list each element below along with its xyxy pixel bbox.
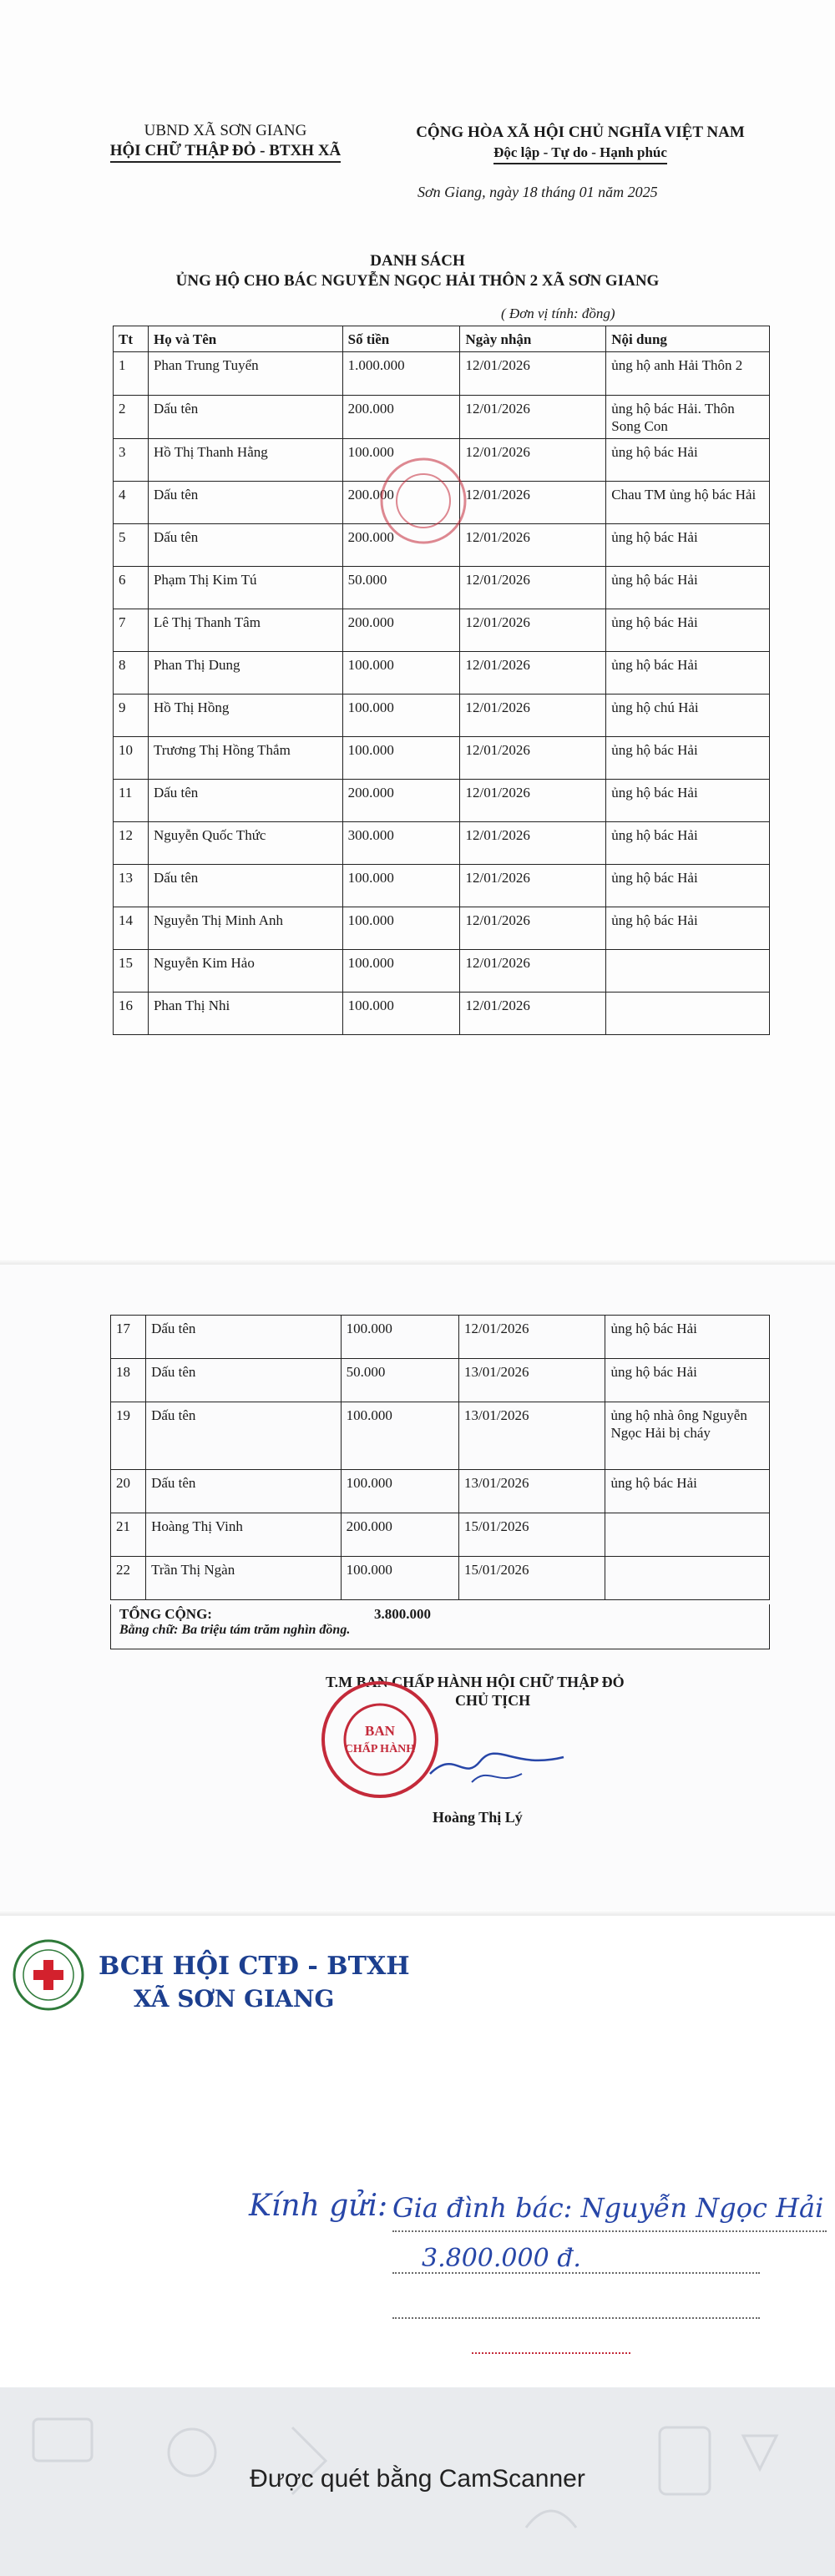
row-index: 5 [114,524,149,567]
table-row [114,822,770,865]
dotted-line [392,2272,760,2274]
donation-table-part-1 [113,326,770,1035]
donation-amount: 200.000 [341,1513,458,1557]
donor-name: Nguyễn Thị Minh Anh [148,907,342,950]
received-date: 12/01/2026 [460,352,606,396]
national-motto: Độc lập - Tự do - Hạnh phúc [493,143,667,164]
col-header-date: Ngày nhận [460,326,606,352]
table-row [114,950,770,993]
greeting-label: Kính gửi: [249,2189,388,2223]
handwritten-amount: 3.800.000 đ. [422,2244,581,2273]
donation-amount: 50.000 [342,567,460,609]
table-row [114,352,770,396]
col-header-name: Họ và Tên [148,326,342,352]
total-amount: 3.800.000 [374,1606,431,1622]
donation-amount: 100.000 [342,652,460,695]
table-row [114,695,770,737]
received-date: 12/01/2026 [460,993,606,1035]
donation-amount: 100.000 [342,737,460,780]
signer-name: Hoàng Thị Lý [433,1809,523,1826]
donation-table-part-2 [110,1315,770,1600]
row-index: 13 [114,865,149,907]
row-index: 14 [114,907,149,950]
doc-subtitle: ỦNG HỘ CHO BÁC NGUYỄN NGỌC HẢI THÔN 2 XÃ SƠN GIANG [175,272,660,290]
donor-name: Nguyễn Quốc Thức [148,822,342,865]
row-index: 6 [114,567,149,609]
donation-amount: 200.000 [342,609,460,652]
row-index: 1 [114,352,149,396]
table-row [114,993,770,1035]
document-page-1 [0,0,835,1265]
stamp-text-2: CHẤP HÀNH [344,1743,416,1755]
signature-org: T.M BAN CHẤP HÀNH HỘI CHỮ THẬP ĐỎ [326,1674,625,1690]
donor-name: Dấu tên [148,482,342,524]
donation-amount: 100.000 [342,993,460,1035]
received-date: 13/01/2026 [459,1359,605,1402]
signature-role: CHỦ TỊCH [455,1692,531,1709]
donation-note: ủng hộ bác Hải [606,609,770,652]
dotted-line [392,2230,827,2232]
row-index: 7 [114,609,149,652]
table-row [114,737,770,780]
donor-name: Dấu tên [148,780,342,822]
donor-name: Trần Thị Ngàn [146,1557,342,1600]
donation-amount: 200.000 [342,482,460,524]
table-row [114,780,770,822]
donation-note [605,1557,770,1600]
row-index: 8 [114,652,149,695]
donation-note [606,993,770,1035]
row-index: 9 [114,695,149,737]
donor-name: Nguyễn Kim Hảo [148,950,342,993]
donation-amount: 200.000 [342,780,460,822]
donation-amount: 100.000 [341,1316,458,1359]
donation-amount: 1.000.000 [342,352,460,396]
donation-amount: 100.000 [342,950,460,993]
received-date: 12/01/2026 [460,865,606,907]
row-index: 11 [114,780,149,822]
donor-name: Lê Thị Thanh Tâm [148,609,342,652]
banner-commune-line: XÃ SƠN GIANG [134,1985,335,2013]
donation-note: ủng hộ bác Hải [606,567,770,609]
national-header [380,123,781,164]
table-row [111,1557,770,1600]
received-date: 12/01/2026 [460,780,606,822]
received-date: 12/01/2026 [460,737,606,780]
row-index: 15 [114,950,149,993]
dotted-line [392,2317,760,2319]
signature-scribble-icon [422,1740,572,1791]
received-date: 15/01/2026 [459,1557,605,1600]
donation-note [606,950,770,993]
doc-title: DANH SÁCH [370,252,465,270]
received-date: 12/01/2026 [460,567,606,609]
row-index: 12 [114,822,149,865]
received-date: 12/01/2026 [460,652,606,695]
donor-name: Phạm Thị Kim Tú [148,567,342,609]
banner-org-line: BCH HỘI CTĐ - BTXH [99,1952,410,1981]
row-index: 18 [111,1359,146,1402]
document-page-2 [0,1265,835,1916]
row-index: 22 [111,1557,146,1600]
scanner-watermark: Được quét bằng CamScanner [250,2465,585,2493]
received-date: 12/01/2026 [460,822,606,865]
donation-note: ủng hộ nhà ông Nguyễn Ngọc Hải bị cháy [605,1402,770,1470]
donor-name: Phan Thị Nhi [148,993,342,1035]
table-row [111,1402,770,1470]
donation-note: ủng hộ bác Hải [606,780,770,822]
row-index: 17 [111,1316,146,1359]
donation-note: ủng hộ bác Hải [606,907,770,950]
received-date: 12/01/2026 [460,482,606,524]
donation-amount: 100.000 [341,1402,458,1470]
row-index: 19 [111,1402,146,1470]
donor-name: Phan Trung Tuyển [148,352,342,396]
unit-note: ( Đơn vị tính: đồng) [501,306,615,321]
table-row [114,907,770,950]
table-header-row [114,326,770,352]
donor-name: Dấu tên [148,524,342,567]
donation-amount: 200.000 [342,396,460,439]
total-label: TỔNG CỘNG: [119,1606,212,1622]
donor-name: Dấu tên [146,1359,342,1402]
faint-stamp-icon [377,455,469,547]
issuer-line-1: UBND XÃ SƠN GIANG [144,122,307,139]
donation-note: ủng hộ bác Hải [605,1470,770,1513]
issuer-line-2: HỘI CHỮ THẬP ĐỎ - BTXH XÃ [110,141,342,163]
greeting-recipient: Gia đình bác: Nguyễn Ngọc Hải [392,2192,824,2224]
row-index: 10 [114,737,149,780]
issuer-block [75,121,376,163]
received-date: 12/01/2026 [460,439,606,482]
donor-name: Hoàng Thị Vinh [146,1513,342,1557]
donor-name: Dấu tên [146,1316,342,1359]
received-date: 15/01/2026 [459,1513,605,1557]
stamp-text-1: BAN [365,1723,395,1739]
donation-amount: 100.000 [342,907,460,950]
table-row [114,865,770,907]
donation-amount: 100.000 [342,695,460,737]
row-index: 2 [114,396,149,439]
donation-note: ủng hộ bác Hải [606,524,770,567]
table-row [114,609,770,652]
donation-note: ủng hộ anh Hải Thôn 2 [606,352,770,396]
row-index: 20 [111,1470,146,1513]
table-row [114,567,770,609]
donation-amount: 100.000 [341,1470,458,1513]
received-date: 12/01/2026 [460,695,606,737]
donor-name: Phan Thị Dung [148,652,342,695]
received-date: 12/01/2026 [460,950,606,993]
donor-name: Dấu tên [146,1470,342,1513]
donor-name: Trương Thị Hồng Thắm [148,737,342,780]
donation-note: ủng hộ bác Hải [605,1359,770,1402]
donor-name: Dấu tên [148,396,342,439]
dotted-line [472,2352,630,2354]
donation-note: ủng hộ bác Hải [606,439,770,482]
received-date: 12/01/2026 [459,1316,605,1359]
row-index: 3 [114,439,149,482]
total-in-words: Bằng chữ: Ba triệu tám trăm nghìn đồng. [119,1623,351,1637]
received-date: 12/01/2026 [460,524,606,567]
received-date: 13/01/2026 [459,1402,605,1470]
row-index: 16 [114,993,149,1035]
donation-note: ủng hộ bác Hải [606,865,770,907]
donor-name: Dấu tên [146,1402,342,1470]
row-index: 21 [111,1513,146,1557]
received-date: 12/01/2026 [460,907,606,950]
donation-note: ủng hộ chú Hải [606,695,770,737]
date-line: Sơn Giang, ngày 18 tháng 01 năm 2025 [418,184,658,200]
donation-amount: 50.000 [341,1359,458,1402]
donation-note [605,1513,770,1557]
row-index: 4 [114,482,149,524]
red-cross-logo-icon [12,1938,85,2012]
donation-note: ủng hộ bác Hải [606,737,770,780]
col-header-tt: Tt [114,326,149,352]
donation-amount: 100.000 [342,439,460,482]
total-box [110,1604,770,1649]
donor-name: Hồ Thị Thanh Hằng [148,439,342,482]
col-header-content: Nội dung [606,326,770,352]
table-row [114,396,770,439]
table-row [111,1316,770,1359]
donation-note: ủng hộ bác Hải [605,1316,770,1359]
donor-name: Hồ Thị Hồng [148,695,342,737]
table-row [111,1470,770,1513]
donation-note: Chau TM ủng hộ bác Hải [606,482,770,524]
table-row [111,1513,770,1557]
received-date: 12/01/2026 [460,396,606,439]
col-header-amount: Số tiền [342,326,460,352]
donation-note: ủng hộ bác Hải [606,652,770,695]
donation-amount: 100.000 [341,1557,458,1600]
donation-amount: 100.000 [342,865,460,907]
table-row [114,652,770,695]
donation-note: ủng hộ bác Hải. Thôn Song Con [606,396,770,439]
donation-amount: 300.000 [342,822,460,865]
national-title: CỘNG HÒA XÃ HỘI CHỦ NGHĨA VIỆT NAM [416,124,745,141]
received-date: 13/01/2026 [459,1470,605,1513]
envelope-page [0,1916,835,2408]
table-row [111,1359,770,1402]
received-date: 12/01/2026 [460,609,606,652]
donation-amount: 200.000 [342,524,460,567]
donation-note: ủng hộ bác Hải [606,822,770,865]
donor-name: Dấu tên [148,865,342,907]
